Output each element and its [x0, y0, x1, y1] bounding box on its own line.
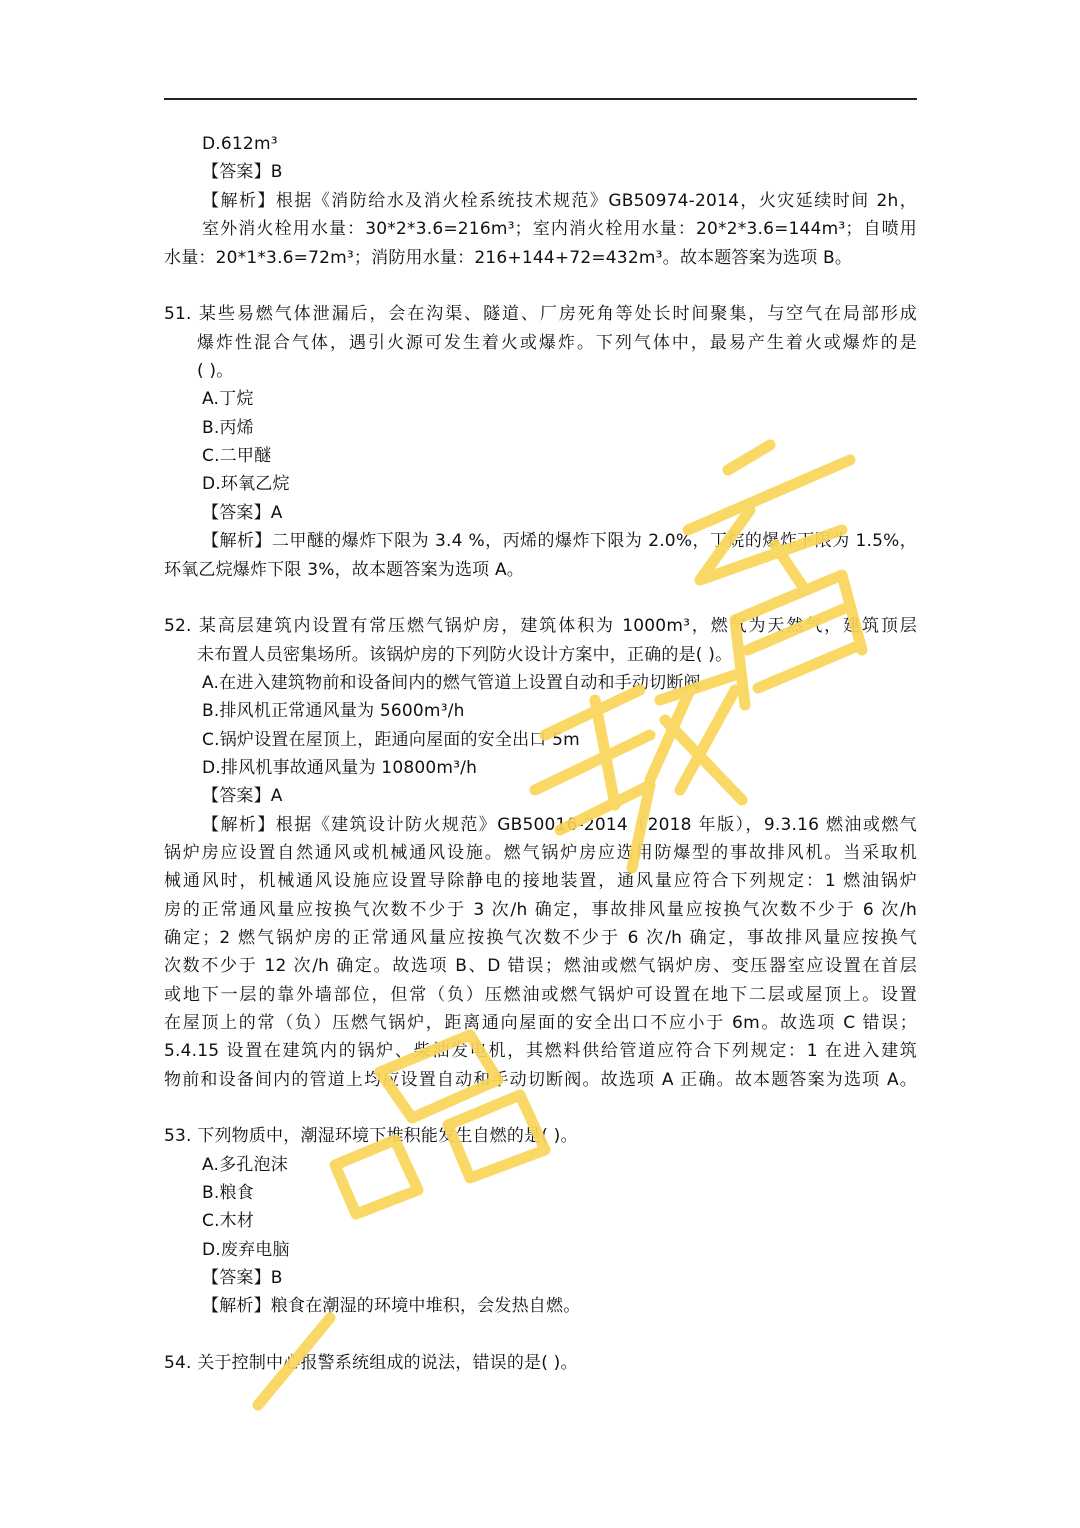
option-d: D.废弃电脑: [202, 1240, 290, 1260]
option-c: C.木材: [202, 1211, 255, 1231]
analysis-line: 房的正常通风量应按换气次数不少于 3 次/h 确定，事故排风量应按换气次数不少于 6 次/h: [164, 900, 917, 920]
analysis-line: 锅炉房应设置自然通风或机械通风设施。燃气锅炉房应选用防爆型的事故排风机。当采取机: [164, 843, 917, 863]
question-51: 51. 某些易燃气体泄漏后，会在沟渠、隧道、厂房死角等处长时间聚集，与空气在局部形成: [164, 304, 917, 324]
analysis-line: 械通风时，机械通风设施应设置导除静电的接地装置，通风量应符合下列规定：1 燃油锅炉: [164, 871, 917, 891]
answer: 【答案】A: [202, 786, 283, 806]
analysis-line: 水量：20*1*3.6=72m³；消防用水量：216+144+72=432m³。故本题答案为选项 B。: [164, 248, 853, 268]
option-b: B.排风机正常通风量为 5600m³/h: [202, 701, 465, 721]
question-line: 未布置人员密集场所。该锅炉房的下列防火设计方案中，正确的是( )。: [197, 645, 733, 665]
option-a: A.在进入建筑物前和设备间内的燃气管道上设置自动和手动切断阀: [202, 673, 701, 693]
analysis-line: 物前和设备间内的管道上均应设置自动和手动切断阀。故选项 A 正确。故本题答案为选项 A。: [164, 1070, 917, 1090]
option-d: D.612m³: [202, 134, 278, 154]
question-line: 爆炸性混合气体，遇引火源可发生着火或爆炸。下列气体中，最易产生着火或爆炸的是: [197, 333, 917, 353]
question-53: 53. 下列物质中，潮湿环境下堆积能发生自燃的是( )。: [164, 1126, 578, 1146]
question-52: 52. 某高层建筑内设置有常压燃气锅炉房，建筑体积为 1000m³，燃气为天然气，建筑顶层: [164, 616, 917, 636]
analysis-line: 次数不少于 12 次/h 确定。故选项 B、D 错误；燃油或燃气锅炉房、变压器室应设置在首层: [164, 956, 917, 976]
question-54: 54. 关于控制中心报警系统组成的说法，错误的是( )。: [164, 1353, 578, 1373]
analysis-line: 【解析】二甲醚的爆炸下限为 3.4 %，丙烯的爆炸下限为 2.0%，丁烷的爆炸下限为 1.5%，: [202, 531, 917, 551]
analysis-line: 【解析】根据《建筑设计防火规范》GB50016-2014（2018 年版），9.3.16 燃油或燃气: [202, 815, 917, 835]
analysis-line: 【解析】粮食在潮湿的环境中堆积，会发热自燃。: [202, 1296, 581, 1316]
answer: 【答案】B: [202, 1268, 283, 1288]
option-c: C.锅炉设置在屋顶上，距通向屋面的安全出口 5m: [202, 730, 580, 750]
header-rule: [164, 98, 917, 100]
analysis-line: 确定；2 燃气锅炉房的正常通风量应按换气次数不少于 6 次/h 确定，事故排风量应按换气: [164, 928, 917, 948]
answer: 【答案】B: [202, 162, 283, 182]
option-d: D.排风机事故通风量为 10800m³/h: [202, 758, 478, 778]
answer: 【答案】A: [202, 503, 283, 523]
analysis-line: 【解析】根据《消防给水及消火栓系统技术规范》GB50974-2014，火灾延续时间 2h，: [202, 191, 917, 211]
analysis-line: 环氧乙烷爆炸下限 3%，故本题答案为选项 A。: [164, 560, 525, 580]
option-a: A.多孔泡沫: [202, 1155, 288, 1175]
option-c: C.二甲醚: [202, 446, 272, 466]
analysis-line: 在屋顶上的常（负）压燃气锅炉，距离通向屋面的安全出口不应小于 6m。故选项 C 错误；: [164, 1013, 917, 1033]
analysis-line: 室外消火栓用水量：30*2*3.6=216m³；室内消火栓用水量：20*2*3.6=144m³；自喷用: [202, 219, 917, 239]
option-b: B.粮食: [202, 1183, 254, 1203]
option-d: D.环氧乙烷: [202, 474, 290, 494]
question-line: ( )。: [197, 361, 234, 381]
option-a: A.丁烷: [202, 389, 254, 409]
analysis-line: 5.4.15 设置在建筑内的锅炉、柴油发电机，其燃料供给管道应符合下列规定：1 在进入建筑: [164, 1041, 917, 1061]
option-b: B.丙烯: [202, 418, 254, 438]
analysis-line: 或地下一层的靠外墙部位，但常（负）压燃油或燃气锅炉可设置在地下二层或屋顶上。设置: [164, 985, 917, 1005]
